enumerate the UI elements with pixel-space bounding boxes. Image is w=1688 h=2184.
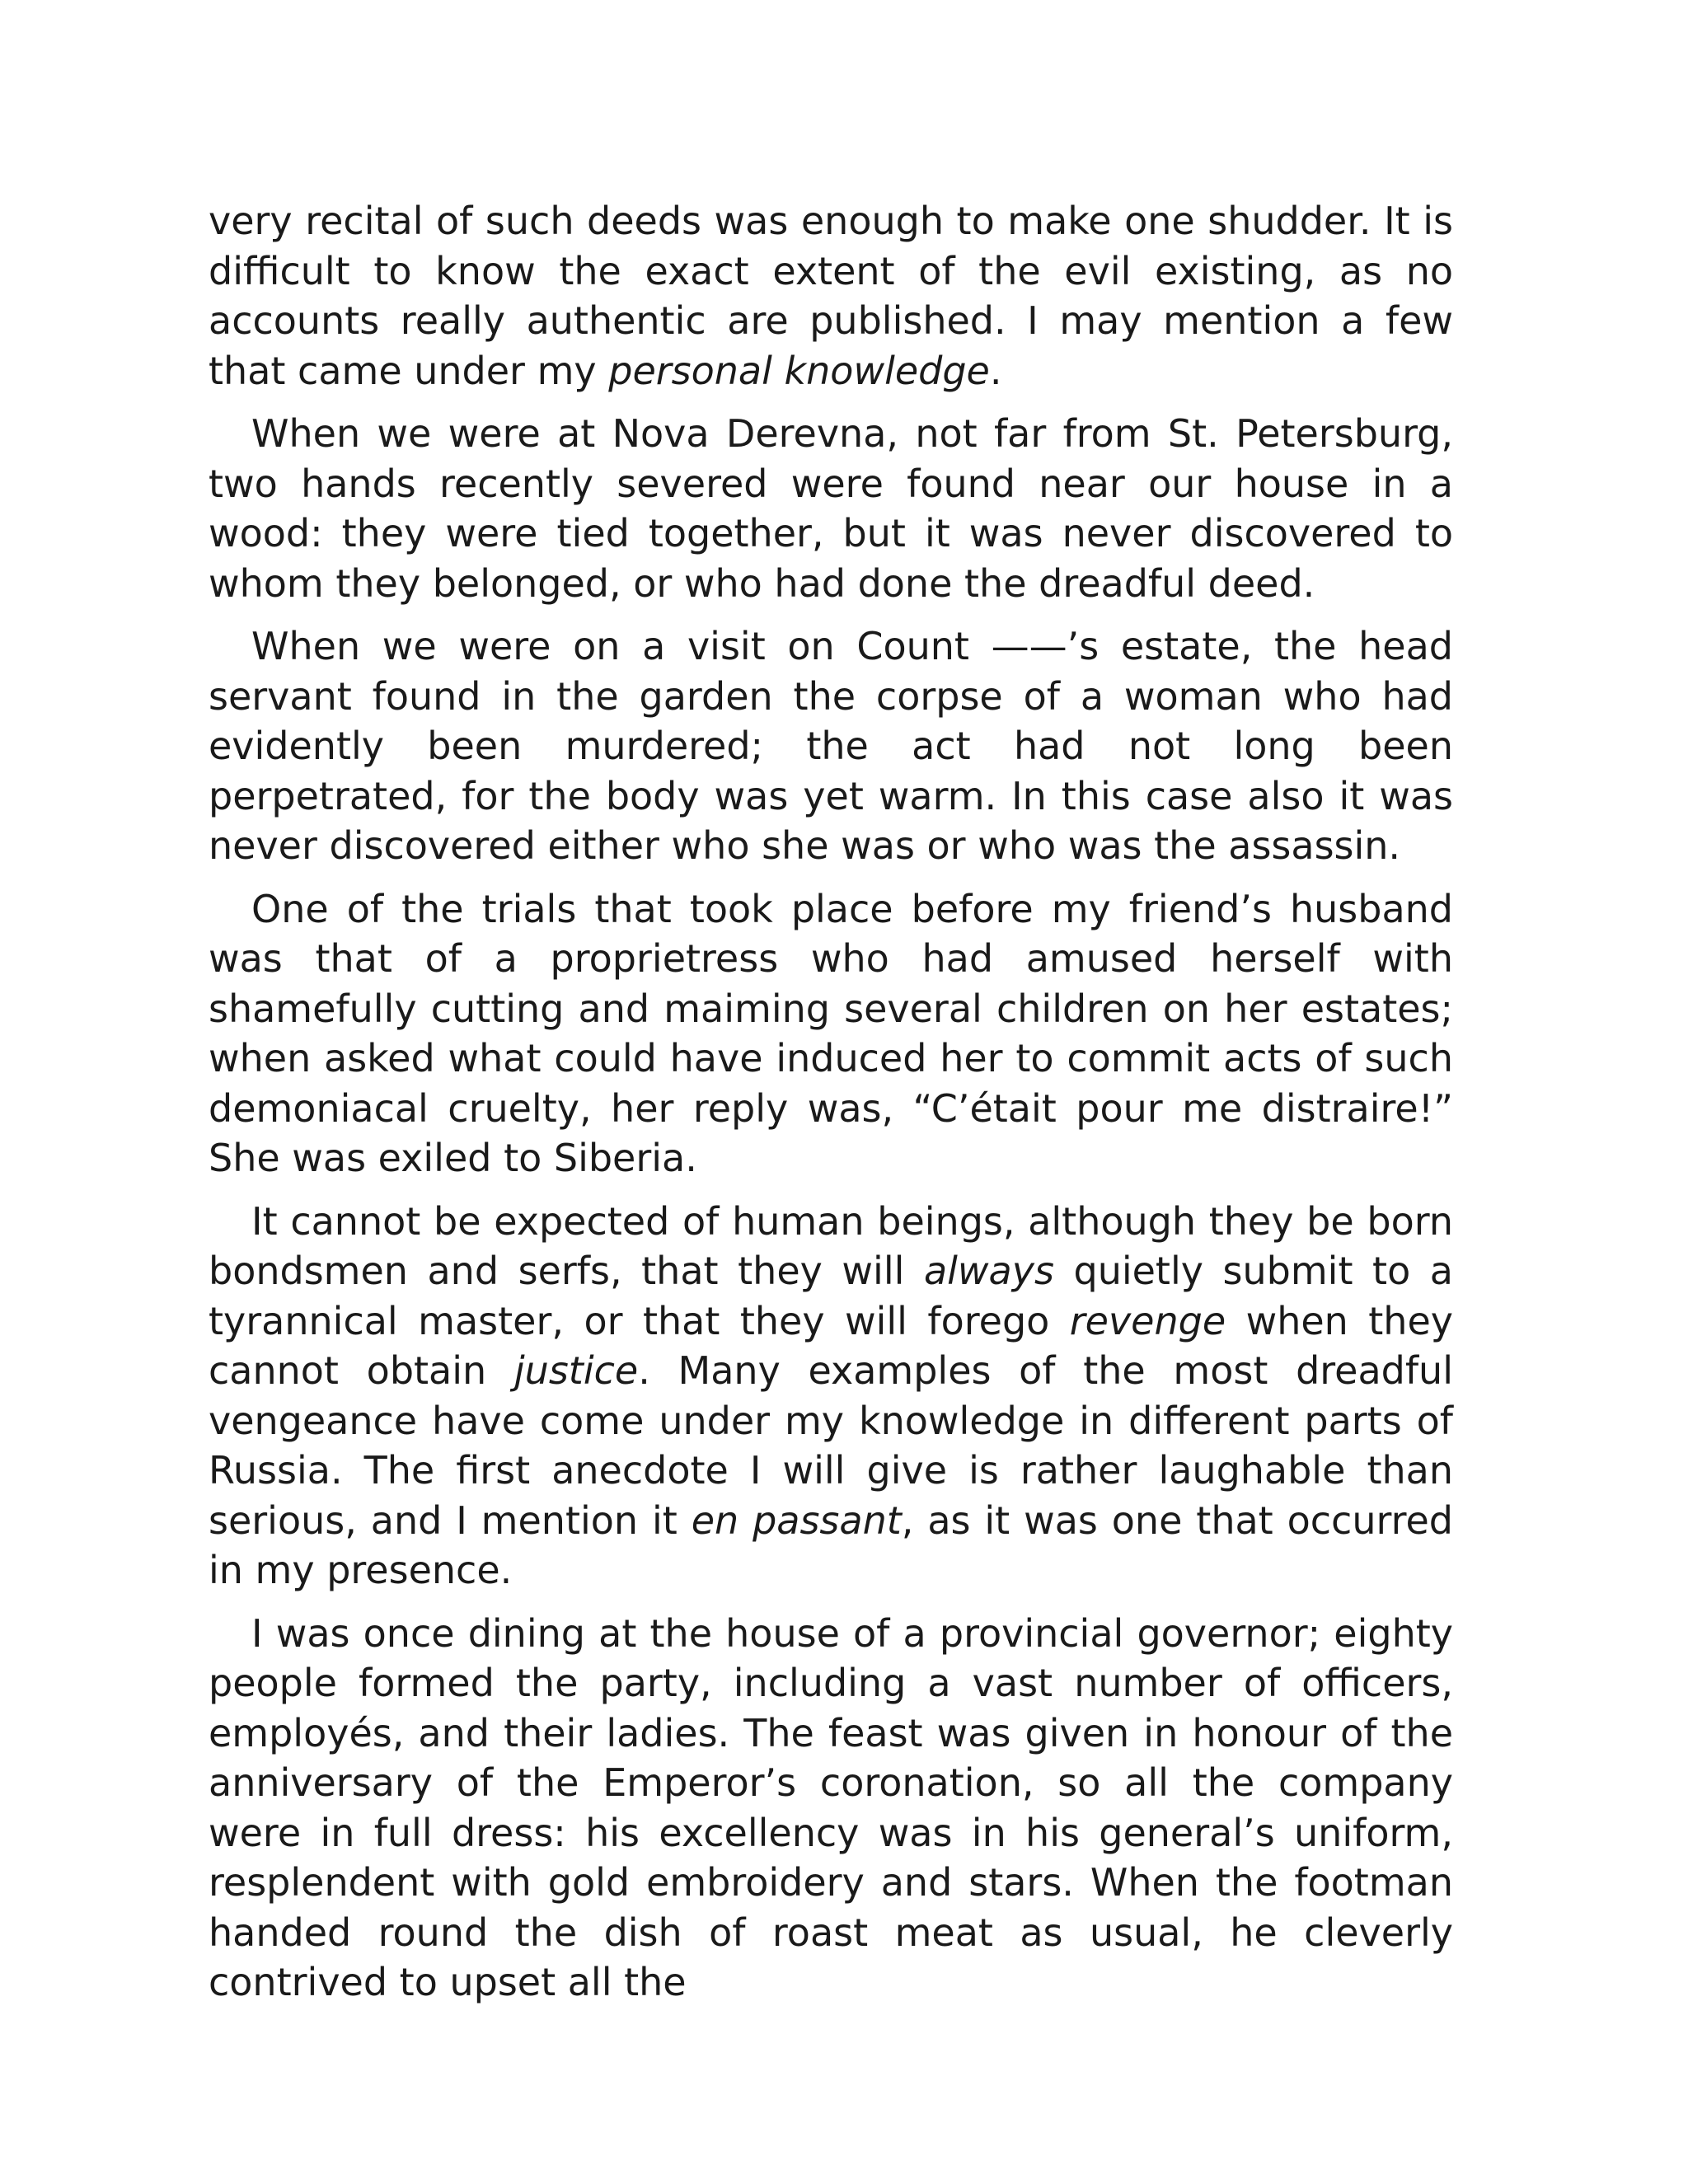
paragraph-4 — [209, 884, 1453, 1183]
text-segment: . Many examples of the most dreadful vengeance have come under my knowledge in different parts of Russia. The first anecdote I will give is rather laughable than serious, and I mention it — [209, 1348, 1453, 1543]
paragraph-1 — [209, 196, 1453, 396]
text-segment: , as it was one that occurred in my presence. — [209, 1497, 1454, 1592]
text-segment: One of the trials that took place before my friend’s husband was that of a proprietress who had amused herself with shamefully cutting and maiming several children on her estates; when asked what could have induced her to commit acts of such demoniacal cruelty, her reply was, “C’était pour me distraire!” She was exiled to Siberia. — [209, 886, 1453, 1180]
text-segment: When we were on a visit on Count ——’s estate, the head servant found in the garden the corpse of a woman who had evidently been murdered; the act had not long been perpetrated, for the body was yet warm. In this case also it was never discovered either who she was or who was the assassin. — [209, 624, 1453, 868]
italic-text: revenge — [1069, 1298, 1226, 1343]
italic-text: en passant — [691, 1497, 902, 1543]
text-segment: quietly submit to a tyrannical master, or that they will forego — [209, 1249, 1453, 1343]
text-segment: when they cannot obtain — [209, 1298, 1453, 1393]
italic-text: personal knowledge — [608, 348, 990, 393]
text-segment: When we were at Nova Derevna, not far from St. Petersburg, two hands recently severed were found near our house in a wood: they were tied together, but it was never discovered to whom they belonged, or who had done the dreadful deed. — [209, 411, 1453, 606]
italic-text: always — [923, 1249, 1054, 1293]
italic-text: justice — [513, 1348, 639, 1393]
paragraph-6 — [209, 1609, 1453, 2008]
text-segment: I was once dining at the house of a provincial governor; eighty people formed the party, including a vast number of officers, employés, and their ladies. The feast was given in honour of the anniversary of the Emperor’s coronation, so all the company were in full dress: his excellency was in his general’s uniform, resplendent with gold embroidery and stars. When the footman handed round the dish of roast meat as usual, he cleverly contrived to upset all the — [209, 1610, 1453, 2004]
paragraph-3 — [209, 621, 1453, 871]
text-segment: It cannot be expected of human beings, although they be born bondsmen and serfs, that they will — [209, 1198, 1453, 1293]
text-segment: . — [989, 348, 1002, 393]
text-segment: very recital of such deeds was enough to make one shudder. It is difficult to know the exact extent of the evil existing, as no accounts really authentic are published. I may mention a few that came under my — [209, 199, 1453, 393]
paragraph-2 — [209, 409, 1453, 608]
paragraph-5 — [209, 1197, 1453, 1596]
body-text — [209, 196, 1453, 2021]
